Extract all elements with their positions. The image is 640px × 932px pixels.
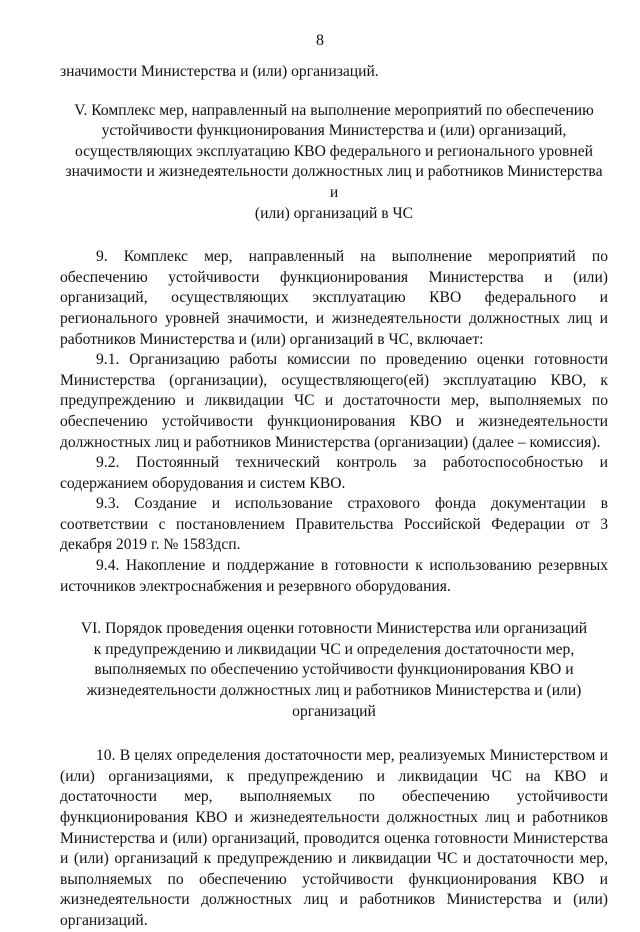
section-5-heading-line: осуществляющих эксплуатацию КВО федерального и регионального уровней <box>75 142 593 160</box>
paragraph-9-1: 9.1. Организацию работы комиссии по проведению оценки готовности Министерства (организации), осуществляющего(ей) эксплуатацию КВО, к предупреждению и ликвидации ЧС и достаточности мер, выполняемых по обеспечению устойчивости функционирования КВО и жизнедеятельности должностных лиц и работников Министерства (организации) (далее – комиссия). <box>60 351 608 451</box>
section-6-heading-line: жизнедеятельности должностных лиц и работников Министерства и (или) <box>86 682 582 700</box>
paragraph-9-2: 9.2. Постоянный технический контроль за работоспособностью и содержанием оборудования и систем КВО. <box>60 454 608 492</box>
section-5-heading-line: V. Комплекс мер, направленный на выполнение мероприятий по обеспечению <box>74 101 594 119</box>
section-5-heading-line: устойчивости функционирования Министерства и (или) организаций, <box>101 122 567 140</box>
section-6-heading <box>60 619 608 722</box>
page-number: 8 <box>316 32 324 49</box>
section-5-heading-line: (или) организаций в ЧС <box>254 204 414 222</box>
paragraph-9-4: 9.4. Накопление и поддержание в готовности к использованию резервных источников электроснабжения и резервного оборудования. <box>60 557 608 595</box>
paragraph-9: 9. Комплекс мер, направленный на выполнение мероприятий по обеспечению устойчивости функционирования Министерства и (или) организаций, осуществляющих эксплуатацию КВО федерального и регионального уровней значимости, и жизнедеятельности должностных лиц и работников Министерства и (или) организаций в ЧС, включает: <box>60 248 608 348</box>
section-6-heading-line: VI. Порядок проведения оценки готовности Министерства или организаций <box>80 620 588 638</box>
section-6-heading-line: выполняемых по обеспечению устойчивости функционирования КВО и <box>94 661 574 679</box>
document-body <box>60 62 608 932</box>
paragraph-9-3: 9.3. Создание и использование страхового фонда документации в соответствии с постановлением Правительства Российской Федерации от 3 декабря 2019 г. № 1583дсп. <box>60 495 608 554</box>
paragraph-10: 10. В целях определения достаточности мер, реализуемых Министерством и (или) организациями, к предупреждению и ликвидации ЧС на КВО и достаточности мер, выполняемых по обеспечению устойчивости функционирования КВО и жизнедеятельности должностных лиц и работников Министерства и (или) организаций, проводится оценка готовности Министерства и (или) организаций к предупреждению и ликвидации ЧС и достаточности мер, выполняемых по обеспечению устойчивости функционирования КВО и жизнедеятельности должностных лиц и работников Министерства и (или) организаций. <box>60 747 608 929</box>
section-5-heading-line: значимости и жизнедеятельности должностных лиц и работников Министерства и <box>65 163 603 201</box>
section-6-heading-line: к предупреждению и ликвидации ЧС и определения достаточности мер, <box>93 640 575 658</box>
section-5-heading <box>60 101 608 225</box>
section-6-heading-line: организаций <box>292 702 376 720</box>
continuation-text: значимости Министерства и (или) организаций. <box>60 63 379 80</box>
